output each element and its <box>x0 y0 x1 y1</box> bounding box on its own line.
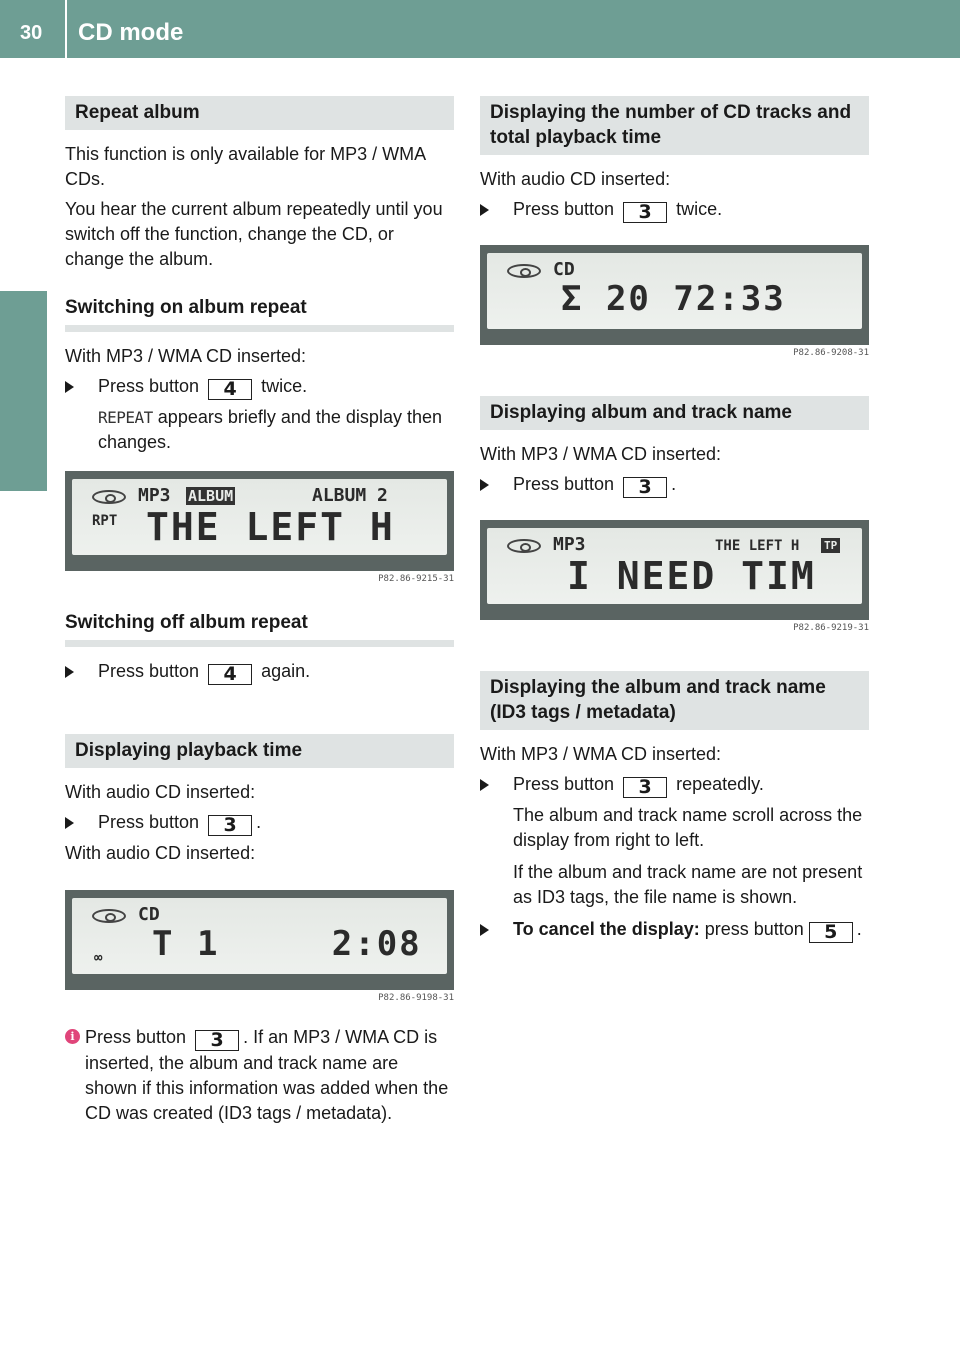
paragraph: With audio CD inserted: <box>65 843 256 863</box>
loop-icon: ∞ <box>94 950 103 966</box>
disc-icon <box>507 539 541 553</box>
step-arrow-icon <box>480 479 489 491</box>
disc-icon <box>507 264 541 278</box>
display-main-text: T 1 2:08 <box>152 924 422 964</box>
image-code: P82.86-9219-31 <box>793 623 869 633</box>
display-message: REPEAT <box>98 408 153 427</box>
step-result: The album and track name scroll across the display from right to left. <box>513 805 863 850</box>
instruction-step: Press button 4 twice. <box>65 374 454 400</box>
button-key: 3 <box>623 777 667 798</box>
display-format: CD <box>138 904 160 925</box>
display-main-text: Σ 20 72:33 <box>561 279 786 319</box>
button-key: 3 <box>208 815 252 836</box>
display-track: THE LEFT H <box>715 538 800 554</box>
paragraph: You hear the current album repeatedly until you switch off the function, change the CD, or change the album. <box>65 199 443 269</box>
display-rpt: RPT <box>92 513 118 529</box>
step-arrow-icon <box>65 381 74 393</box>
display-illustration <box>65 471 454 571</box>
image-code: P82.86-9198-31 <box>378 993 454 1003</box>
display-format: CD <box>553 259 575 280</box>
display-illustration <box>65 890 454 990</box>
right-column <box>480 96 869 948</box>
button-key: 5 <box>809 922 853 943</box>
subsection-title: Switching on album repeat <box>65 295 454 332</box>
step-arrow-icon <box>65 666 74 678</box>
display-album: ALBUM 2 <box>312 485 388 506</box>
side-tab <box>0 58 47 488</box>
section-title: Displaying playback time <box>65 734 454 768</box>
instruction-step: Press button 3 twice. <box>480 197 869 223</box>
side-tab-label: CD mode <box>9 382 37 488</box>
instruction-step: Press button 3 repeatedly. <box>480 772 869 798</box>
section-title: Repeat album <box>65 96 454 130</box>
step-arrow-icon <box>480 924 489 936</box>
button-key: 4 <box>208 379 252 400</box>
display-tp-badge: TP <box>821 538 840 553</box>
chapter-title: CD mode <box>78 19 184 46</box>
section-title: Displaying the number of CD tracks and total playback time <box>480 96 869 155</box>
info-note: i Press button 3 . If an MP3 / WMA CD is inserted, the album and track name are shown if this information was added when the CD was created (ID3 tags / metadata). <box>65 1025 454 1126</box>
paragraph: With audio CD inserted: <box>480 169 671 189</box>
page-number: 30 <box>20 22 43 44</box>
paragraph: With MP3 / WMA CD inserted: <box>480 444 722 464</box>
display-format: MP3 <box>553 534 586 555</box>
button-key: 4 <box>208 664 252 685</box>
info-icon: i <box>65 1029 80 1044</box>
instruction-step: Press button 3 . <box>65 810 454 836</box>
disc-icon <box>92 490 126 504</box>
disc-icon <box>92 909 126 923</box>
step-arrow-icon <box>480 779 489 791</box>
step-result: If the album and track name are not present as ID3 tags, the file name is shown. <box>513 862 863 907</box>
display-illustration <box>480 245 869 345</box>
step-result: REPEAT appears briefly and the display then changes. <box>98 407 442 452</box>
header-divider <box>65 0 67 58</box>
display-album-tag: ALBUM <box>188 487 234 505</box>
button-key: 3 <box>195 1030 239 1051</box>
display-main-text: THE LEFT H <box>146 505 395 549</box>
button-key: 3 <box>623 202 667 223</box>
instruction-step: Press button 4 again. <box>65 659 454 685</box>
left-column <box>65 96 454 1126</box>
page-header <box>0 0 960 58</box>
paragraph: With MP3 / WMA CD inserted: <box>65 346 307 366</box>
display-illustration <box>480 520 869 620</box>
instruction-step: Press button 3 . <box>480 472 869 498</box>
instruction-step: To cancel the display: press button 5 . <box>480 917 869 943</box>
paragraph: With MP3 / WMA CD inserted: <box>480 744 722 764</box>
image-code: P82.86-9208-31 <box>793 348 869 358</box>
image-code: P82.86-9215-31 <box>378 574 454 584</box>
paragraph: This function is only available for MP3 / WMA CDs. <box>65 144 426 189</box>
display-main-text: I NEED TIM <box>567 554 816 598</box>
display-format: MP3 <box>138 485 171 506</box>
step-arrow-icon <box>480 204 489 216</box>
button-key: 3 <box>623 477 667 498</box>
section-title: Displaying the album and track name (ID3 tags / metadata) <box>480 671 869 730</box>
section-title: Displaying album and track name <box>480 396 869 430</box>
paragraph: With audio CD inserted: <box>65 782 256 802</box>
step-arrow-icon <box>65 817 74 829</box>
subsection-title: Switching off album repeat <box>65 610 454 647</box>
